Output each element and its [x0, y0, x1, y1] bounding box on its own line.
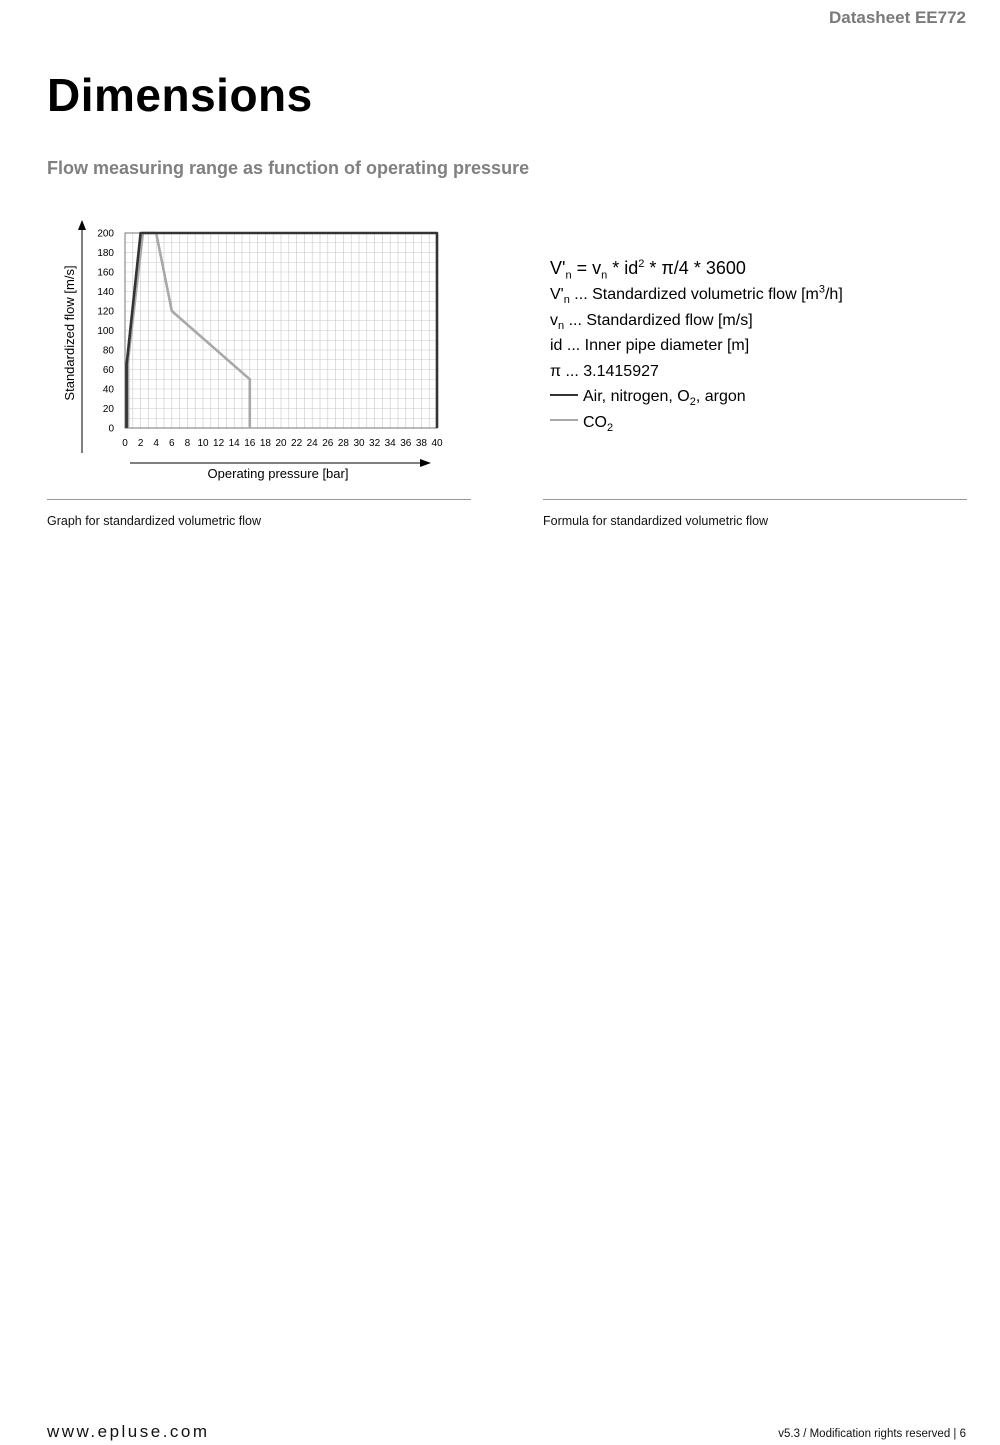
- y-tick-label: 120: [97, 306, 114, 318]
- x-tick-label: 10: [197, 438, 209, 449]
- footer-url[interactable]: www.epluse.com: [47, 1422, 210, 1441]
- x-tick-label: 34: [384, 438, 396, 449]
- chart-ticks: [97, 229, 443, 450]
- y-tick-label: 180: [97, 248, 114, 259]
- definition-vn: $v_n$ ... Standardized flow [m/s]: [550, 311, 753, 332]
- x-tick-label: 0: [122, 438, 128, 449]
- x-tick-label: 6: [169, 438, 175, 449]
- definition-vn-prime: $V'_n$ ... Standardized volumetric flow $[m^3/h]$: [550, 283, 843, 307]
- x-tick-label: 8: [184, 438, 191, 449]
- formula-block: [550, 254, 843, 435]
- x-axis-label: Operating pressure [bar]: [207, 466, 349, 481]
- legend-air: Air, nitrogen, $O_2$, argon: [550, 384, 843, 410]
- y-axis-arrowhead: [78, 220, 86, 230]
- formula-caption: Formula for standardized volumetric flow: [543, 514, 769, 528]
- y-tick-label: 0: [108, 423, 114, 435]
- x-tick-label: 40: [431, 438, 443, 449]
- legend-air-swatch: [550, 394, 578, 396]
- x-tick-label: 28: [337, 438, 349, 449]
- left-divider: [47, 499, 471, 500]
- x-tick-label: 14: [228, 438, 240, 449]
- section-title: Flow measuring range as function of operating pressure: [47, 158, 530, 178]
- x-tick-label: 36: [400, 438, 412, 449]
- page-title: Dimensions: [47, 69, 313, 121]
- y-tick-label: 100: [97, 326, 114, 337]
- y-tick-label: 80: [102, 345, 114, 357]
- x-tick-label: 22: [291, 438, 303, 449]
- y-tick-label: 160: [97, 267, 114, 279]
- x-tick-label: 18: [259, 438, 271, 449]
- x-tick-label: 20: [275, 438, 287, 449]
- definition-id: id ... Inner pipe diameter [m]: [550, 337, 750, 354]
- y-tick-label: 140: [97, 287, 114, 298]
- chart-svg: [55, 215, 475, 495]
- y-tick-label: 40: [102, 384, 114, 396]
- legend-co2-swatch: [550, 419, 578, 421]
- x-tick-label: 4: [153, 438, 159, 449]
- x-tick-label: 24: [306, 438, 318, 449]
- formula-main: $V'_n = v_n * id^2 * \pi/4 * 3600$: [550, 258, 746, 282]
- x-tick-label: 32: [369, 438, 381, 449]
- right-divider: [543, 499, 967, 500]
- x-tick-label: 30: [353, 438, 365, 449]
- x-tick-label: 26: [322, 438, 334, 449]
- y-tick-label: 60: [102, 365, 114, 376]
- graph-caption: Graph for standardized volumetric flow: [47, 514, 261, 528]
- legend-co2: $CO_2$: [550, 410, 843, 436]
- datasheet-label: Datasheet EE772: [828, 8, 966, 27]
- x-tick-label: 16: [244, 438, 256, 449]
- y-tick-label: 20: [102, 404, 114, 415]
- flow-range-chart: [55, 215, 475, 495]
- y-axis-label: Standardized flow [m/s]: [62, 265, 77, 401]
- x-axis-arrowhead: [420, 459, 431, 467]
- y-tick-label: 200: [97, 228, 114, 240]
- x-tick-label: 38: [415, 438, 427, 449]
- chart-grid: [125, 233, 437, 428]
- x-tick-label: 2: [137, 438, 144, 449]
- definition-pi: π ... 3.1415927: [550, 362, 659, 380]
- x-tick-label: 12: [213, 438, 225, 449]
- footer-meta: v5.3 / Modification rights reserved | 6: [778, 1428, 966, 1440]
